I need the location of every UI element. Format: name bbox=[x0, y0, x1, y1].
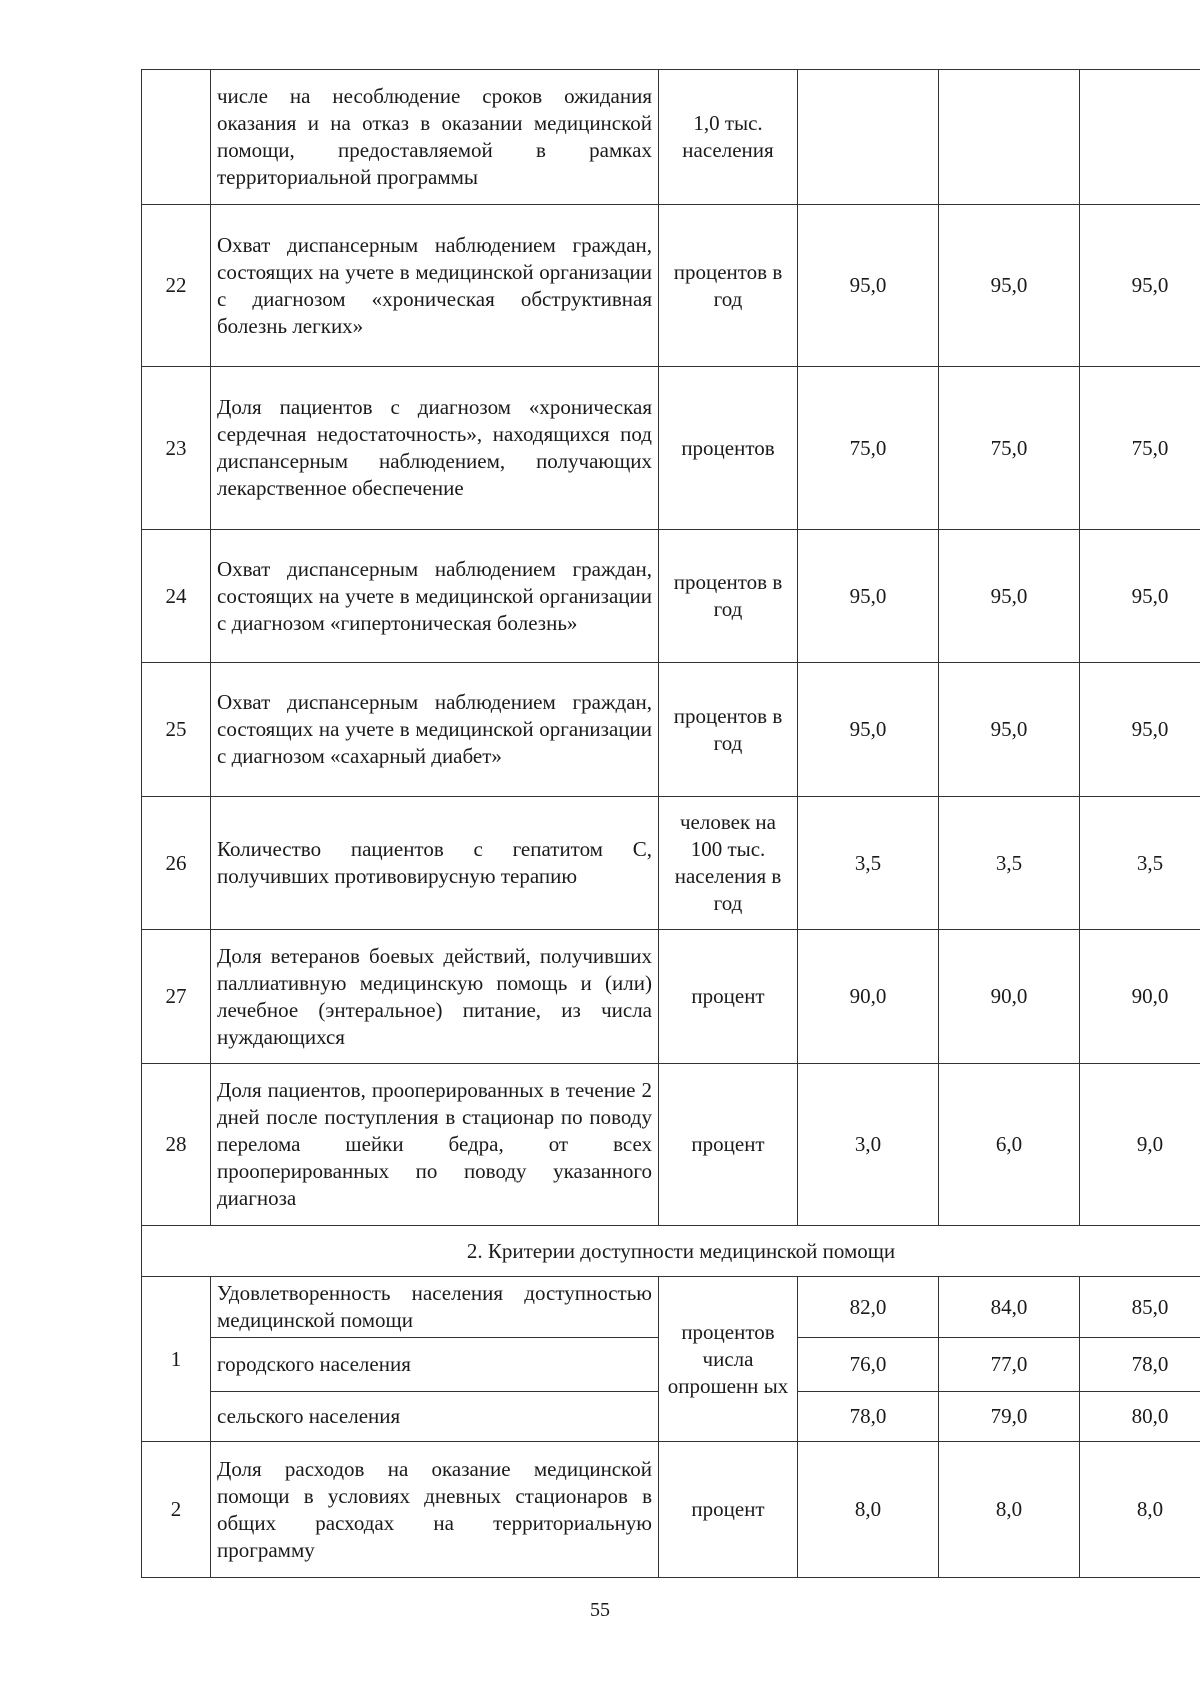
value-year-1: 90,0 bbox=[798, 930, 939, 1064]
table-row bbox=[142, 797, 1200, 930]
table-row bbox=[142, 663, 1200, 797]
value-year-3: 95,0 bbox=[1080, 205, 1200, 367]
value-year-2: 79,0 bbox=[939, 1392, 1080, 1442]
indicator-name bbox=[211, 663, 659, 797]
indicator-name-text: Охват диспансерным наблюдением граждан, состоящих на учете в медицинской организации с диагнозом «сахарный диабет» bbox=[217, 690, 652, 768]
value-year-1: 78,0 bbox=[798, 1392, 939, 1442]
row-number: 23 bbox=[142, 367, 211, 530]
value-year-1: 95,0 bbox=[798, 530, 939, 663]
indicator-name bbox=[211, 930, 659, 1064]
value-year-1: 76,0 bbox=[798, 1338, 939, 1392]
unit-cell: процентов bbox=[659, 367, 798, 530]
value-year-3: 85,0 bbox=[1080, 1277, 1200, 1338]
section-title: 2. Критерии доступности медицинской помощи bbox=[142, 1226, 1200, 1277]
indicators-table bbox=[141, 69, 1200, 1578]
indicator-name bbox=[211, 1277, 659, 1338]
table-row bbox=[142, 205, 1200, 367]
value-year-1: 75,0 bbox=[798, 367, 939, 530]
table-row bbox=[142, 1064, 1200, 1226]
value-year-2: 95,0 bbox=[939, 663, 1080, 797]
indicator-name: городского населения bbox=[211, 1338, 659, 1392]
indicator-name-text: Охват диспансерным наблюдением граждан, состоящих на учете в медицинской организации с диагнозом «хроническая обструктивная болезнь легких» bbox=[217, 232, 652, 338]
value-year-2: 3,5 bbox=[939, 797, 1080, 930]
value-year-3: 3,5 bbox=[1080, 797, 1200, 930]
section-title-row bbox=[142, 1226, 1200, 1277]
value-year-2: 77,0 bbox=[939, 1338, 1080, 1392]
indicator-name-text: Доля расходов на оказание медицинской помощи в условиях дневных стационаров в общих расходах на территориальную программу bbox=[217, 1456, 652, 1562]
value-year-3 bbox=[1080, 70, 1200, 205]
row-number: 1 bbox=[142, 1277, 211, 1442]
value-year-3: 8,0 bbox=[1080, 1442, 1200, 1578]
value-year-3: 9,0 bbox=[1080, 1064, 1200, 1226]
value-year-1: 82,0 bbox=[798, 1277, 939, 1338]
row-number: 25 bbox=[142, 663, 211, 797]
value-year-3: 90,0 bbox=[1080, 930, 1200, 1064]
row-number: 22 bbox=[142, 205, 211, 367]
unit-cell: процент bbox=[659, 930, 798, 1064]
value-year-2: 90,0 bbox=[939, 930, 1080, 1064]
unit-cell: 1,0 тыс. населения bbox=[659, 70, 798, 205]
indicator-name bbox=[211, 530, 659, 663]
row-number: 28 bbox=[142, 1064, 211, 1226]
indicator-name-text: числе на несоблюдение сроков ожидания оказания и на отказ в оказании медицинской помощи, предоставляемой в рамках территориальной программы bbox=[217, 84, 652, 189]
indicator-name-text: Доля пациентов с диагнозом «хроническая сердечная недостаточность», находящихся под диспансерным наблюдением, получающих лекарственное обеспечение bbox=[217, 395, 652, 500]
indicator-name bbox=[211, 205, 659, 367]
table-row bbox=[142, 70, 1200, 205]
indicator-name bbox=[211, 70, 659, 205]
table-row bbox=[142, 367, 1200, 530]
value-year-2: 95,0 bbox=[939, 530, 1080, 663]
unit-cell: процентов в год bbox=[659, 205, 798, 367]
indicator-name-text: Доля ветеранов боевых действий, получивших паллиативную медицинскую помощь и (или) лечебное (энтеральное) питание, из числа нуждающихся bbox=[217, 943, 652, 1049]
indicator-name-text: Удовлетворенность населения доступностью медицинской помощи bbox=[217, 1281, 652, 1332]
value-year-2 bbox=[939, 70, 1080, 205]
value-year-2: 84,0 bbox=[939, 1277, 1080, 1338]
value-year-1: 3,0 bbox=[798, 1064, 939, 1226]
value-year-1: 3,5 bbox=[798, 797, 939, 930]
indicator-name bbox=[211, 797, 659, 930]
value-year-2: 8,0 bbox=[939, 1442, 1080, 1578]
indicator-name bbox=[211, 1442, 659, 1578]
unit-cell: процентов в год bbox=[659, 663, 798, 797]
value-year-2: 6,0 bbox=[939, 1064, 1080, 1226]
indicator-name bbox=[211, 367, 659, 530]
unit-cell: процентов числа опрошенн ых bbox=[659, 1277, 798, 1442]
value-year-2: 95,0 bbox=[939, 205, 1080, 367]
row-number: 27 bbox=[142, 930, 211, 1064]
table-row-accessibility-1 bbox=[142, 1277, 1200, 1338]
indicators-table-body bbox=[142, 70, 1200, 1578]
value-year-3: 95,0 bbox=[1080, 663, 1200, 797]
indicator-name bbox=[211, 1064, 659, 1226]
indicator-name-text: Охват диспансерным наблюдением граждан, состоящих на учете в медицинской организации с диагнозом «гипертоническая болезнь» bbox=[217, 556, 652, 635]
value-year-3: 75,0 bbox=[1080, 367, 1200, 530]
table-row bbox=[142, 930, 1200, 1064]
indicator-name: сельского населения bbox=[211, 1392, 659, 1442]
value-year-3: 95,0 bbox=[1080, 530, 1200, 663]
value-year-1: 8,0 bbox=[798, 1442, 939, 1578]
row-number: 24 bbox=[142, 530, 211, 663]
unit-cell: человек на 100 тыс. населения в год bbox=[659, 797, 798, 930]
indicator-name-text: Доля пациентов, прооперированных в течение 2 дней после поступления в стационар по поводу перелома шейки бедра, от всех прооперированных по поводу указанного диагноза bbox=[217, 1078, 652, 1210]
value-year-1: 95,0 bbox=[798, 205, 939, 367]
value-year-1 bbox=[798, 70, 939, 205]
unit-cell: процент bbox=[659, 1442, 798, 1578]
value-year-3: 78,0 bbox=[1080, 1338, 1200, 1392]
unit-cell: процент bbox=[659, 1064, 798, 1226]
row-number bbox=[142, 70, 211, 205]
table-row-accessibility-2 bbox=[142, 1442, 1200, 1578]
page-number: 55 bbox=[590, 1599, 610, 1621]
row-number: 2 bbox=[142, 1442, 211, 1578]
unit-cell: процентов в год bbox=[659, 530, 798, 663]
table-row bbox=[142, 530, 1200, 663]
row-number: 26 bbox=[142, 797, 211, 930]
value-year-2: 75,0 bbox=[939, 367, 1080, 530]
value-year-1: 95,0 bbox=[798, 663, 939, 797]
indicator-name-text: Количество пациентов с гепатитом С, получивших противовирусную терапию bbox=[217, 837, 652, 888]
value-year-3: 80,0 bbox=[1080, 1392, 1200, 1442]
